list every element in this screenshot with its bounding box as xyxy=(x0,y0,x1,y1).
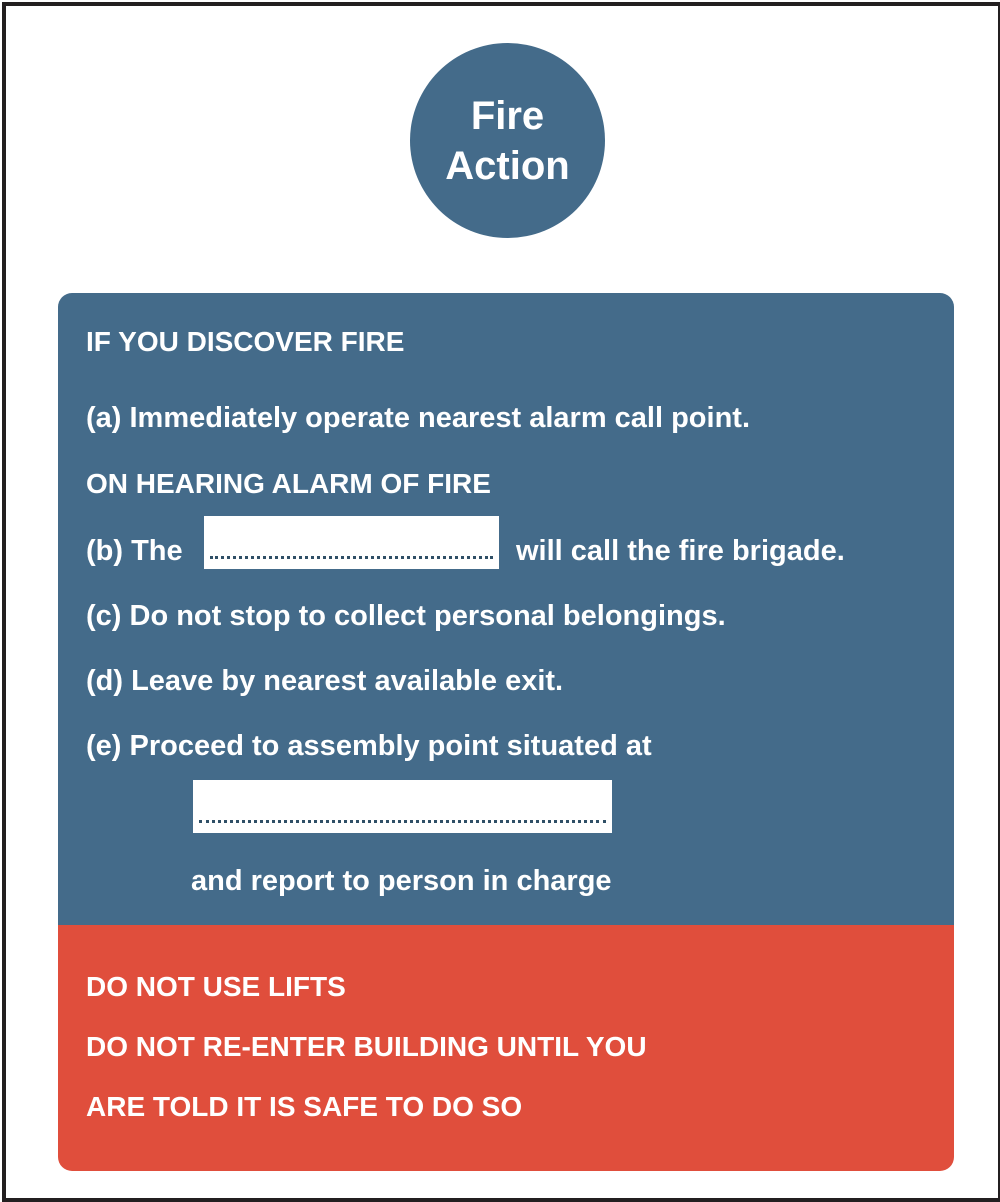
warning-do-not-reenter: DO NOT RE-ENTER BUILDING UNTIL YOU xyxy=(86,1031,647,1062)
step-c-text: (c) Do not stop to collect personal belongings. xyxy=(86,600,726,632)
dotted-fill-line xyxy=(199,820,606,823)
warnings-section xyxy=(58,925,954,1171)
step-b-suffix: will call the fire brigade. xyxy=(516,535,845,567)
instructions-section xyxy=(58,293,954,925)
badge-title-line-1: Fire xyxy=(470,93,545,138)
hearing-alarm-heading: ON HEARING ALARM OF FIRE xyxy=(86,468,491,499)
step-a-text: (a) Immediately operate nearest alarm call point. xyxy=(86,402,751,434)
step-e-followup-text: and report to person in charge xyxy=(191,865,612,897)
badge-title-line-2: Action xyxy=(445,143,570,188)
step-e-text: (e) Proceed to assembly point situated at xyxy=(86,730,652,762)
responsible-person-blank-field[interactable] xyxy=(204,516,499,569)
assembly-point-blank-field[interactable] xyxy=(193,780,612,833)
step-b-prefix: (b) The xyxy=(86,535,183,567)
discover-fire-heading: IF YOU DISCOVER FIRE xyxy=(86,326,405,357)
instructions-panel xyxy=(58,293,954,1171)
warning-until-safe: ARE TOLD IT IS SAFE TO DO SO xyxy=(86,1091,523,1122)
fire-action-sign xyxy=(2,2,1000,1202)
step-d-text: (d) Leave by nearest available exit. xyxy=(86,665,564,697)
dotted-fill-line xyxy=(210,556,493,559)
warning-no-lifts: DO NOT USE LIFTS xyxy=(86,971,346,1002)
fire-action-badge xyxy=(410,43,605,238)
